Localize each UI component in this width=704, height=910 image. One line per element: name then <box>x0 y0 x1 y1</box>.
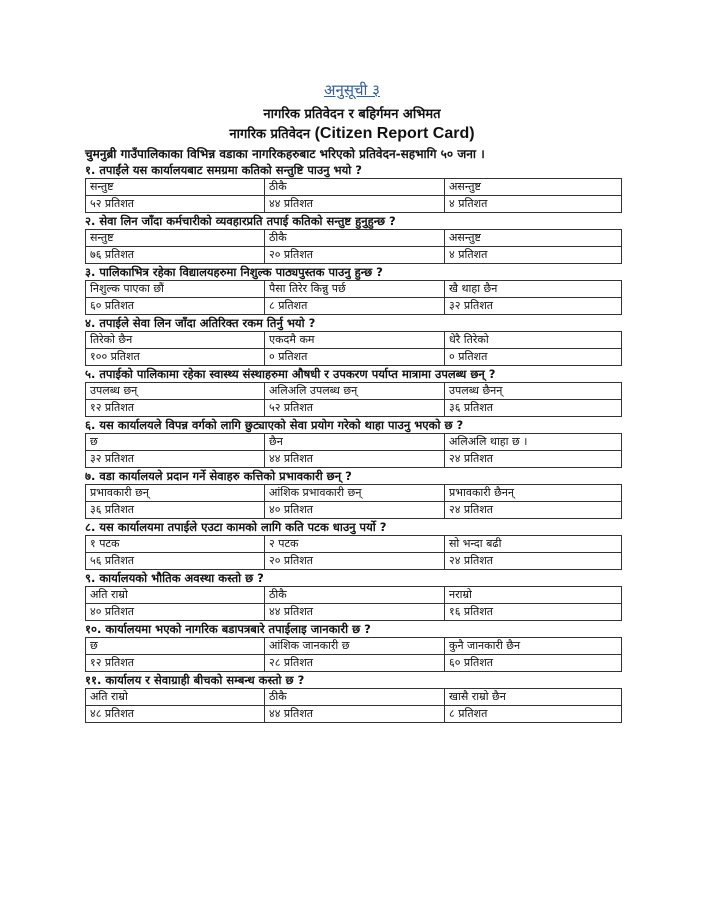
result-cell: २८ प्रतिशत <box>265 655 445 672</box>
result-cell: ४४ प्रतिशत <box>265 451 445 468</box>
option-cell: असन्तुष्ट <box>445 179 622 196</box>
question-block <box>85 213 621 264</box>
results-row <box>86 349 622 366</box>
question-text: ८. यस कार्यालयमा तपाईले एउटा कामको लागि कति पटक धाउनु पर्यो ? <box>85 520 387 534</box>
options-row <box>86 689 622 706</box>
options-row <box>86 638 622 655</box>
results-row <box>86 298 622 315</box>
results-row <box>86 196 622 213</box>
option-cell: प्रभावकारी छैनन् <box>445 485 622 502</box>
option-cell: अति राम्रो <box>86 587 265 604</box>
option-cell: धेरै तिरेको <box>445 332 622 349</box>
result-cell: ५६ प्रतिशत <box>86 553 265 570</box>
question-text: ९. कार्यालयको भौतिक अवस्था कस्तो छ ? <box>85 571 264 585</box>
question-text: २. सेवा लिन जाँदा कर्मचारीको व्यवहारप्रति तपाई कतिको सन्तुष्ट हुनुहुन्छ ? <box>85 214 396 228</box>
results-row <box>86 451 622 468</box>
result-cell: ४ प्रतिशत <box>445 196 622 213</box>
results-row <box>86 553 622 570</box>
result-cell: ४ प्रतिशत <box>445 247 622 264</box>
result-cell: २० प्रतिशत <box>265 553 445 570</box>
question-text: ६. यस कार्यालयले विपन्न वर्गको लागि छुट्याएको सेवा प्रयोग गरेको थाहा पाउनु भएको छ ? <box>85 418 464 432</box>
result-cell: ४४ प्रतिशत <box>265 706 445 723</box>
question-block <box>85 621 621 672</box>
options-row <box>86 383 622 400</box>
option-cell: सन्तुष्ट <box>86 230 265 247</box>
report-title-np: नागरिक प्रतिवेदन <box>229 127 311 142</box>
option-cell: अलिअलि उपलब्ध छन् <box>265 383 445 400</box>
result-cell: १६ प्रतिशत <box>445 604 622 621</box>
options-row <box>86 536 622 553</box>
result-cell: ० प्रतिशत <box>265 349 445 366</box>
result-cell: ३६ प्रतिशत <box>445 400 622 417</box>
result-cell: २० प्रतिशत <box>265 247 445 264</box>
option-cell: तिरेको छैन <box>86 332 265 349</box>
question-block <box>85 519 621 570</box>
question-block <box>85 162 621 213</box>
result-cell: ४४ प्रतिशत <box>265 604 445 621</box>
results-row <box>86 247 622 264</box>
question-block <box>85 417 621 468</box>
results-row <box>86 604 622 621</box>
results-row <box>86 706 622 723</box>
answer-table <box>85 535 622 570</box>
results-row <box>86 400 622 417</box>
option-cell: छ <box>86 434 265 451</box>
question-text: ११. कार्यालय र सेवाग्राही बीचको सम्बन्ध कस्तो छ ? <box>85 673 305 687</box>
question-list <box>85 162 621 723</box>
result-cell: ३६ प्रतिशत <box>86 502 265 519</box>
answer-table <box>85 178 622 213</box>
result-cell: १२ प्रतिशत <box>86 655 265 672</box>
answer-table <box>85 280 622 315</box>
report-title-en: (Citizen Report Card) <box>314 125 475 142</box>
option-cell: ठीकै <box>265 179 445 196</box>
option-cell: १ पटक <box>86 536 265 553</box>
option-cell: ठीकै <box>265 587 445 604</box>
answer-table <box>85 331 622 366</box>
answer-table <box>85 688 622 723</box>
question-block <box>85 315 621 366</box>
option-cell: आंशिक जानकारी छ <box>265 638 445 655</box>
result-cell: ० प्रतिशत <box>445 349 622 366</box>
question-text: ४. तपाईले सेवा लिन जाँदा अतिरिक्त रकम तिर्नु भयो ? <box>85 316 316 330</box>
options-row <box>86 230 622 247</box>
question-text: ७. वडा कार्यालयले प्रदान गर्ने सेवाहरु कत्तिको प्रभावकारी छन् ? <box>85 469 352 483</box>
option-cell: छैन <box>265 434 445 451</box>
result-cell: २४ प्रतिशत <box>445 451 622 468</box>
option-cell: नराम्रो <box>445 587 622 604</box>
result-cell: ५२ प्रतिशत <box>265 400 445 417</box>
answer-table <box>85 229 622 264</box>
question-block <box>85 264 621 315</box>
question-block <box>85 672 621 723</box>
option-cell: प्रभावकारी छन् <box>86 485 265 502</box>
annex-title: अनुसूची ३ <box>324 81 380 99</box>
result-cell: २४ प्रतिशत <box>445 502 622 519</box>
results-row <box>86 502 622 519</box>
option-cell: ठीकै <box>265 230 445 247</box>
question-text: १०. कार्यालयमा भएको नागरिक बडापत्रबारे तपाईलाइ जानकारी छ ? <box>85 622 371 636</box>
option-cell: २ पटक <box>265 536 445 553</box>
option-cell: आंशिक प्रभावकारी छन् <box>265 485 445 502</box>
question-text: १. तपाईंले यस कार्यालयबाट समग्रमा कतिको सन्तुष्टि पाउनु भयो ? <box>85 163 362 177</box>
answer-table <box>85 637 622 672</box>
question-text: ३. पालिकाभित्र रहेका विद्यालयहरुमा निशुल्क पाठ्यपुस्तक पाउनु हुन्छ ? <box>85 265 383 279</box>
option-cell: खै थाहा छैन <box>445 281 622 298</box>
result-cell: १२ प्रतिशत <box>86 400 265 417</box>
option-cell: असन्तुष्ट <box>445 230 622 247</box>
result-cell: ८ प्रतिशत <box>445 706 622 723</box>
answer-table <box>85 382 622 417</box>
options-row <box>86 281 622 298</box>
result-cell: ३२ प्रतिशत <box>86 451 265 468</box>
result-cell: ४८ प्रतिशत <box>86 706 265 723</box>
subtitle: नागरिक प्रतिवेदन र बहिर्गमन अभिमत <box>263 107 441 122</box>
result-cell: ३२ प्रतिशत <box>445 298 622 315</box>
question-block <box>85 570 621 621</box>
option-cell: पैसा तिरेर किन्नु पर्छ <box>265 281 445 298</box>
options-row <box>86 587 622 604</box>
option-cell: सो भन्दा बढी <box>445 536 622 553</box>
result-cell: १०० प्रतिशत <box>86 349 265 366</box>
options-row <box>86 485 622 502</box>
answer-table <box>85 484 622 519</box>
result-cell: ८ प्रतिशत <box>265 298 445 315</box>
options-row <box>86 332 622 349</box>
option-cell: उपलब्ध छैनन् <box>445 383 622 400</box>
result-cell: ४० प्रतिशत <box>86 604 265 621</box>
option-cell: उपलब्ध छन् <box>86 383 265 400</box>
report-title <box>0 124 704 143</box>
result-cell: ७६ प्रतिशत <box>86 247 265 264</box>
option-cell: कुनै जानकारी छैन <box>445 638 622 655</box>
result-cell: ६० प्रतिशत <box>86 298 265 315</box>
option-cell: अलिअलि थाहा छ । <box>445 434 622 451</box>
result-cell: ५२ प्रतिशत <box>86 196 265 213</box>
answer-table <box>85 586 622 621</box>
question-block <box>85 366 621 417</box>
option-cell: अति राम्रो <box>86 689 265 706</box>
option-cell: एकदमै कम <box>265 332 445 349</box>
results-row <box>86 655 622 672</box>
result-cell: ४४ प्रतिशत <box>265 196 445 213</box>
result-cell: ६० प्रतिशत <box>445 655 622 672</box>
result-cell: २४ प्रतिशत <box>445 553 622 570</box>
answer-table <box>85 433 622 468</box>
intro-text: चुमनुब्री गाउँपालिकाका विभिन्न वडाका नागरिकहरुबाट भरिएको प्रतिवेदन-सहभागि ५० जना । <box>85 147 485 161</box>
option-cell: खासै राम्रो छैन <box>445 689 622 706</box>
result-cell: ४० प्रतिशत <box>265 502 445 519</box>
options-row <box>86 179 622 196</box>
option-cell: छ <box>86 638 265 655</box>
question-text: ५. तपाईको पालिकामा रहेका स्वास्थ्य संस्थाहरुमा औषधी र उपकरण पर्याप्त मात्रामा उपलब्ध छन् ? <box>85 367 496 381</box>
option-cell: सन्तुष्ट <box>86 179 265 196</box>
options-row <box>86 434 622 451</box>
option-cell: ठीकै <box>265 689 445 706</box>
option-cell: निशुल्क पाएका छौं <box>86 281 265 298</box>
question-block <box>85 468 621 519</box>
